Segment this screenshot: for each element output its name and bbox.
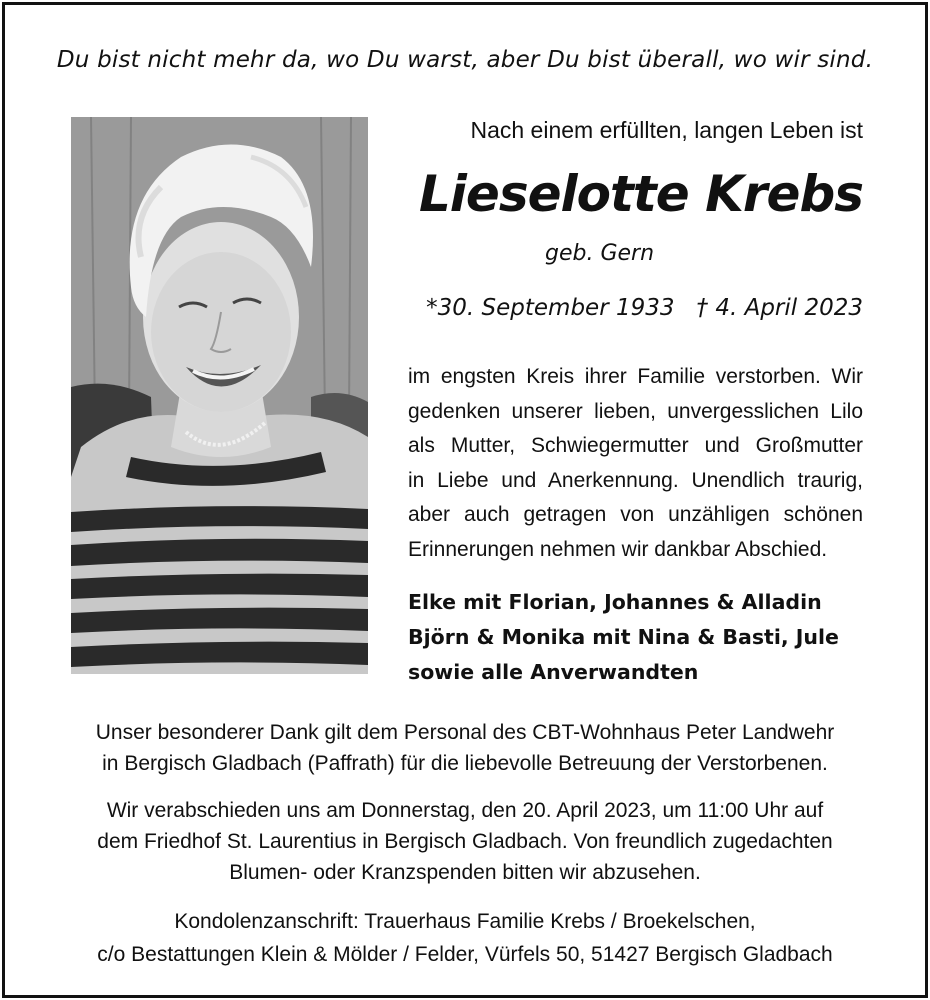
body-line: gedenken unserer lieben, unvergesslichen Lilo [408,399,863,423]
body-line: als Mutter, Schwiegermutter und Großmutter [408,434,863,457]
obituary-frame [2,2,928,998]
motto: Du bist nicht mehr da, wo Du warst, aber Du bist überall, wo wir sind. [56,47,874,73]
thanks-line: Unser besonderer Dank gilt dem Personal des CBT-Wohnhaus Peter Landwehr [95,721,835,744]
family-line: sowie alle Anverwandten [408,660,699,684]
deceased-name: Lieselotte Krebs [418,165,863,223]
life-dates [403,295,863,321]
family-signatures [408,585,839,690]
family-line: Björn & Monika mit Nina & Basti, Jule [408,625,839,649]
thanks-note [25,717,905,779]
body-line: im engsten Kreis ihrer Familie verstorben. Wir [408,365,863,388]
body-line: Erinnerungen nehmen wir dankbar Abschied. [408,537,828,561]
condolence-address [25,905,905,971]
funeral-line: Wir verabschieden uns am Donnerstag, den 20. April 2023, um 11:00 Uhr auf [106,799,824,822]
funeral-line: Blumen- oder Kranzspenden bitten wir abzusehen. [229,861,701,884]
family-line: Elke mit Florian, Johannes & Alladin [408,590,822,614]
intro-text: Nach einem erfüllten, langen Leben ist [470,117,863,143]
thanks-line: in Bergisch Gladbach (Paffrath) für die liebevolle Betreuung der Verstorbenen. [102,752,828,775]
condolence-line: Kondolenzanschrift: Trauerhaus Familie Krebs / Broekelschen, [174,910,756,933]
birth-date: *30. September 1933 [426,295,675,321]
body-line: in Liebe und Anerkennung. Unendlich traurig, [408,468,863,492]
funeral-info [25,795,905,888]
obituary-body [408,360,863,567]
portrait-photo [71,117,368,674]
funeral-line: dem Friedhof St. Laurentius in Bergisch Gladbach. Von freundlich zugedachten [97,830,833,853]
condolence-line: c/o Bestattungen Klein & Mölder / Felder, Vürfels 50, 51427 Bergisch Gladbach [97,943,833,966]
death-date: † 4. April 2023 [696,295,863,321]
body-line: aber auch getragen von unzähligen schönen [408,503,863,526]
maiden-name: geb. Gern [545,241,655,266]
